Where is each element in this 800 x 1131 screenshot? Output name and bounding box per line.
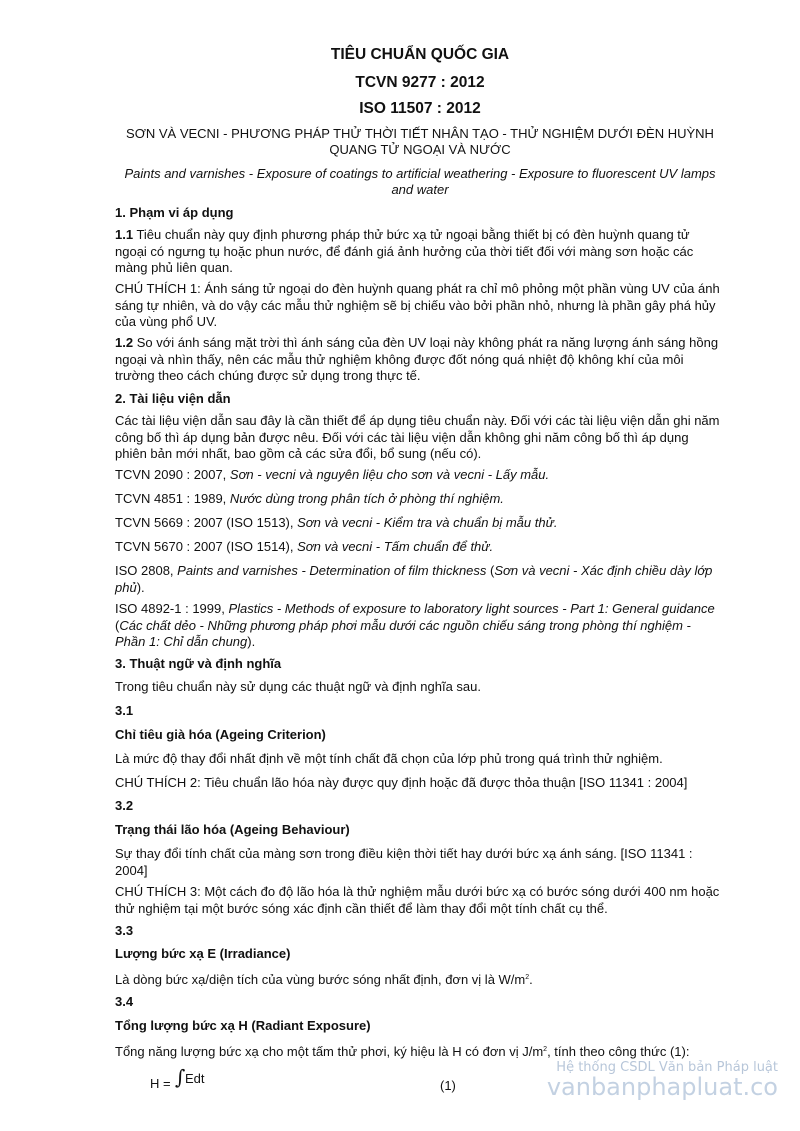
note-1: CHÚ THÍCH 1: Ánh sáng tử ngoại do đèn huỳnh quang phát ra chỉ mô phỏng một phần vùng UV của ánh sáng tự nhiên, và do vậy các mẫu thử nghiệm sẽ bị chiếu vào bởi phần nhỏ, nhưng là phần gây phá hủy của vùng phổ UV. [115,281,720,329]
paren: ). [247,634,256,649]
reference-code: TCVN 5669 : 2007 (ISO 1513), [115,515,298,530]
term-title: Chỉ tiêu già hóa (Ageing Criterion) [115,727,326,742]
term-number: 3.3 [115,923,134,938]
reference-title: Sơn và vecni - Tấm chuẩn để thử. [297,539,494,554]
reference-title: Paints and varnishes - Determination of film thickness [177,563,487,578]
reference-item [115,563,720,596]
reference-title-vi: Sơn và vecni - Xác định chiều dày lớp phủ [115,563,713,595]
term-number: 3.4 [115,994,134,1009]
reference-title: Sơn - vecni và nguyên liệu cho sơn và vecni - Lấy mẫu. [229,467,550,482]
note-3: CHÚ THÍCH 3: Một cách đo độ lão hóa là thử nghiệm mẫu dưới bức xạ có bước sóng dưới 400 nm hoặc thử nghiệm tại một bước sóng xác định cần thiết để làm thay đổi một tính chất cụ thể. [115,884,720,916]
section-3-heading: 3. Thuật ngữ và định nghĩa [115,656,282,671]
watermark-line-1: Hệ thống CSDL Văn bản Pháp luật [556,1060,778,1075]
reference-title: Nước dùng trong phân tích ở phòng thí nghiệm. [229,491,504,506]
watermark-line-2: vanbanphapluat.co [546,1073,778,1101]
clause-text: So với ánh sáng mặt trời thì ánh sáng của đèn UV loại này không phát ra năng lượng ánh sáng hồng ngoại và nhìn thấy, nên các mẫu thử nghiệm không được đốt nóng quá nhiệt độ không khí của môi trường theo cách chúng được sử dụng trong thực tế. [115,335,719,383]
reference-item [115,601,720,651]
integral-symbol: ∫ [175,1065,186,1089]
formula-number: (1) [440,1078,456,1093]
reference-title-vi: Các chất dẻo - Những phương pháp phơi mẫu dưới các nguồn chiếu sáng trong phòng thí nghiệm - Phần 1: Chỉ dẫn chung [115,617,691,649]
section-1-heading: 1. Phạm vi áp dụng [115,205,234,220]
section-2-heading: 2. Tài liệu viện dẫn [115,391,231,406]
watermark [547,1060,778,1101]
reference-item [115,515,720,532]
clause-1-2 [115,335,720,385]
term-definition: Sự thay đổi tính chất của màng sơn trong điều kiện thời tiết hay dưới bức xạ ánh sáng. [ISO 11341 : 2004] [115,846,693,878]
section-2-intro: Các tài liệu viện dẫn sau đây là cần thiết để áp dụng tiêu chuẩn này. Đối với các tài liệu viện dẫn ghi năm công bố thì áp dụng bản được nêu. Đối với các tài liệu viện dẫn không ghi năm công bố thì áp dụng phiên bản mới nhất, bao gồm cả các sửa đổi, bổ sung (nếu có). [115,413,720,461]
clause-1-1 [115,227,720,277]
standard-number: TCVN 9277 : 2012 [355,74,485,91]
reference-code: ISO 2808, [115,563,178,578]
subtitle-english: Paints and varnishes - Exposure of coatings to artificial weathering - Exposure to fluorescent UV lamps and water [124,166,716,197]
subtitle-vietnamese: SƠN VÀ VECNI - PHƯƠNG PHÁP THỬ THỜI TIẾT NHÂN TẠO - THỬ NGHIỆM DƯỚI ĐÈN HUỲNH QUANG TỬ NGOẠI VÀ NƯỚC [126,126,714,157]
section-3-intro: Trong tiêu chuẩn này sử dụng các thuật ngữ và định nghĩa sau. [115,679,481,694]
reference-item [115,467,720,484]
term-definition [115,1042,720,1061]
paren: ( [115,617,120,633]
reference-code: TCVN 4851 : 1989, [115,491,230,506]
clause-number: 1.1 [115,227,134,242]
definition-text: . [529,972,533,987]
formula-integrand: Edt [185,1071,205,1086]
reference-code: ISO 4892-1 : 1999, [115,601,229,616]
reference-item [115,539,720,556]
term-definition: Là mức độ thay đổi nhất định về một tính chất đã chọn của lớp phủ trong quá trình thử nghiệm. [115,751,663,766]
reference-code: TCVN 5670 : 2007 (ISO 1514), [115,539,298,554]
definition-text: Là dòng bức xạ/diện tích của vùng bước sóng nhất định, đơn vị là W/m [115,972,526,987]
definition-text: , tính theo công thức (1): [547,1044,690,1059]
definition-text: Tổng năng lượng bức xạ cho một tấm thử phơi, ký hiệu là H có đơn vị J/m [115,1044,544,1059]
term-number: 3.1 [115,703,134,718]
paren: ( [486,563,495,578]
reference-item [115,491,720,508]
term-definition [115,970,720,989]
clause-number: 1.2 [115,335,134,350]
reference-code: TCVN 2090 : 2007, [115,467,230,482]
term-title: Tổng lượng bức xạ H (Radiant Exposure) [115,1018,371,1033]
term-number: 3.2 [115,798,134,813]
superscript: 2 [543,1046,548,1053]
term-title: Trạng thái lão hóa (Ageing Behaviour) [115,822,350,837]
paren: ). [136,579,145,595]
reference-title: Sơn và vecni - Kiểm tra và chuẩn bị mẫu thử. [297,515,558,530]
reference-title: Plastics - Methods of exposure to laboratory light sources - Part 1: General guidance [228,601,715,616]
term-title: Lượng bức xạ E (Irradiance) [115,946,291,961]
clause-text: Tiêu chuẩn này quy định phương pháp thử bức xạ tử ngoại bằng thiết bị có đèn huỳnh quang tử ngoại có ngưng tụ hoặc phun nước, để đánh giá ảnh hưởng của thời tiết đối với màng sơn hoặc các màng phủ liên quan. [115,227,694,275]
document-title: TIÊU CHUẨN QUỐC GIA [330,46,510,63]
iso-number: ISO 11507 : 2012 [359,100,481,117]
superscript: 2 [525,974,530,981]
note-2: CHÚ THÍCH 2: Tiêu chuẩn lão hóa này được quy định hoặc đã được thỏa thuận [ISO 11341 : 2004] [115,775,688,790]
formula-lhs: H = [150,1076,171,1091]
